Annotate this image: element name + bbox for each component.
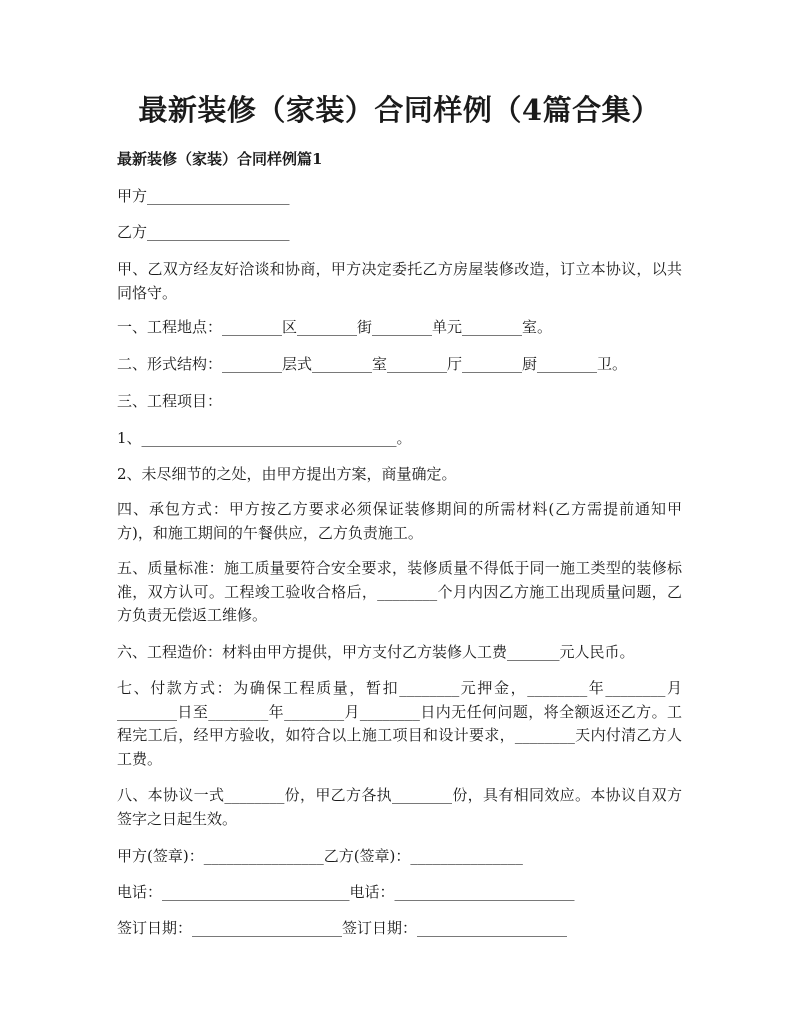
intro-paragraph: 甲、乙双方经友好洽谈和协商，甲方决定委托乙方房屋装修改造，订立本协议，以共同恪守。	[117, 260, 682, 302]
clause-copies: 八、本协议一式________份，甲乙方各执________份，具有相同效应。本协议自双方签字之日起生效。	[117, 786, 682, 828]
document-title: 最新装修（家装）合同样例（4篇合集）	[138, 93, 661, 127]
phone-line: 电话：_________________________电话：________________________	[117, 883, 575, 901]
clause-structure: 二、形式结构：________层式________室________厅________厨________卫。	[117, 355, 628, 373]
clause-contract-method: 四、承包方式：甲方按乙方要求必须保证装修期间的所需材料(乙方需提前通知甲方)，和施工期间的午餐供应，乙方负责施工。	[117, 500, 682, 542]
clause-quality: 五、质量标准：施工质量要符合安全要求，装修质量不得低于同一施工类型的装修标准，双方认可。工程竣工验收合格后，________个月内因乙方施工出现质量问题，乙方负责无偿返工维修。	[117, 559, 682, 624]
clause-price: 六、工程造价：材料由甲方提供，甲方支付乙方装修人工费_______元人民币。	[117, 643, 635, 661]
section-heading: 最新装修（家装）合同样例篇1	[117, 150, 323, 168]
project-item-1: 1、__________________________________。	[117, 429, 412, 447]
party-b-line: 乙方___________________	[117, 223, 290, 241]
clause-location: 一、工程地点：________区________街________单元________室。	[117, 318, 553, 336]
signature-line: 甲方(签章)：________________乙方(签章)：_______________	[117, 847, 523, 865]
date-line: 签订日期：____________________签订日期：____________________	[117, 919, 568, 937]
project-item-2: 2、未尽细节的之处，由甲方提出方案，商量确定。	[117, 465, 457, 483]
clause-project: 三、工程项目：	[117, 392, 223, 410]
party-a-line: 甲方___________________	[117, 187, 290, 205]
clause-payment: 七、付款方式：为确保工程质量，暂扣________元押金，________年________月________日至________年________月________日内无任何问题，将全额返还乙方。工程完工后，经甲方验收，如符合以上施工项目和设计要求，________天内付清乙方人工费。	[117, 679, 682, 768]
